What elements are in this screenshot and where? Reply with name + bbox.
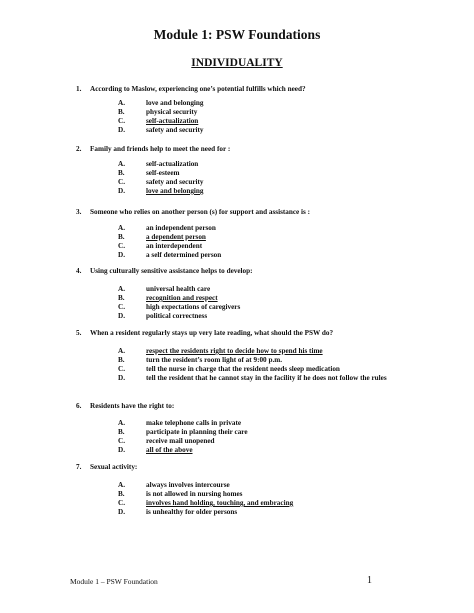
section-heading: INDIVIDUALITY [191, 57, 283, 69]
option-letter: B. [118, 108, 125, 116]
option-text-answer: self-actualization [146, 117, 199, 125]
option-text-answer: love and belonging [146, 187, 204, 195]
option-letter: B. [118, 294, 125, 302]
option-text: an independent person [146, 224, 216, 232]
option-text: always involves intercourse [146, 481, 230, 489]
option-letter: C. [118, 437, 125, 445]
option-text: self-actualization [146, 160, 199, 168]
option-text-answer: a dependent person [146, 233, 206, 241]
question-6 [76, 402, 406, 411]
option-letter: A. [118, 99, 125, 107]
page-title: Module 1: PSW Foundations [153, 27, 321, 42]
question-number: 5. [76, 329, 82, 337]
option-letter: D. [118, 508, 125, 516]
question-number: 3. [76, 208, 82, 216]
option-text-answer: recognition and respect [146, 294, 218, 302]
option-letter: B. [118, 428, 125, 436]
option-text: is not allowed in nursing homes [146, 490, 243, 498]
option-letter: D. [118, 446, 125, 454]
question-number: 2. [76, 145, 82, 153]
option-text: physical security [146, 108, 198, 116]
option-text: love and belonging [146, 99, 204, 107]
option-letter: C. [118, 178, 125, 186]
option-letter: D. [118, 251, 125, 259]
footer-module-name: Module 1 – PSW Foundation [70, 577, 158, 586]
option-text: political correctness [146, 312, 208, 320]
question-text: Family and friends help to meet the need for : [90, 145, 231, 153]
question-text: Someone who relies on another person (s) for support and assistance is : [90, 208, 311, 216]
page-number: 1 [367, 575, 372, 586]
question-number: 7. [76, 463, 82, 471]
option-letter: C. [118, 365, 125, 373]
question-3 [76, 208, 406, 217]
question-text: Using culturally sensitive assistance helps to develop: [90, 267, 253, 275]
option-text: make telephone calls in private [146, 419, 242, 427]
option-letter: D. [118, 374, 125, 382]
option-letter: D. [118, 126, 125, 134]
option-letter: B. [118, 490, 125, 498]
option-text: safety and security [146, 178, 204, 186]
question-2 [76, 145, 406, 154]
option-text-answer: all of the above [146, 446, 193, 454]
question-number: 6. [76, 402, 82, 410]
option-text: a self determined person [146, 251, 222, 259]
option-text-answer: involves hand holding, touching, and embracing [146, 499, 294, 507]
option-letter: C. [118, 499, 125, 507]
question-4 [76, 267, 406, 276]
option-text: tell the resident that he cannot stay in the facility if he does not follow the rules [146, 374, 387, 382]
option-text: universal health care [146, 285, 211, 293]
option-letter: A. [118, 285, 125, 293]
option-letter: D. [118, 312, 125, 320]
option-text: is unhealthy for older persons [146, 508, 238, 516]
option-letter: B. [118, 356, 125, 364]
option-letter: D. [118, 187, 125, 195]
question-1 [76, 85, 406, 94]
option-letter: A. [118, 160, 125, 168]
option-letter: A. [118, 347, 125, 355]
option-letter: C. [118, 117, 125, 125]
question-number: 1. [76, 85, 82, 93]
option-letter: A. [118, 481, 125, 489]
option-text: tell the nurse in charge that the resident needs sleep medication [146, 365, 340, 373]
question-7 [76, 463, 406, 472]
option-text: high expectations of caregivers [146, 303, 241, 311]
option-text: safety and security [146, 126, 204, 134]
option-text: self-esteem [146, 169, 180, 177]
option-letter: B. [118, 169, 125, 177]
question-5 [76, 329, 406, 338]
question-text: Residents have the right to: [90, 402, 175, 410]
option-text: turn the resident’s room light of at 9:00 p.m. [146, 356, 283, 364]
question-text: According to Maslow, experiencing one’s potential fulfills which need? [90, 85, 306, 93]
question-text: Sexual activity: [90, 463, 138, 471]
option-letter: B. [118, 233, 125, 241]
option-letter: A. [118, 224, 125, 232]
option-letter: C. [118, 242, 125, 250]
option-text: receive mail unopened [146, 437, 215, 445]
option-letter: A. [118, 419, 125, 427]
question-text: When a resident regularly stays up very late reading, what should the PSW do? [90, 329, 334, 337]
question-number: 4. [76, 267, 82, 275]
option-text: participate in planning their care [146, 428, 248, 436]
option-text-answer: respect the residents right to decide how to spend his time [146, 347, 323, 355]
option-letter: C. [118, 303, 125, 311]
option-text: an interdependent [146, 242, 203, 250]
